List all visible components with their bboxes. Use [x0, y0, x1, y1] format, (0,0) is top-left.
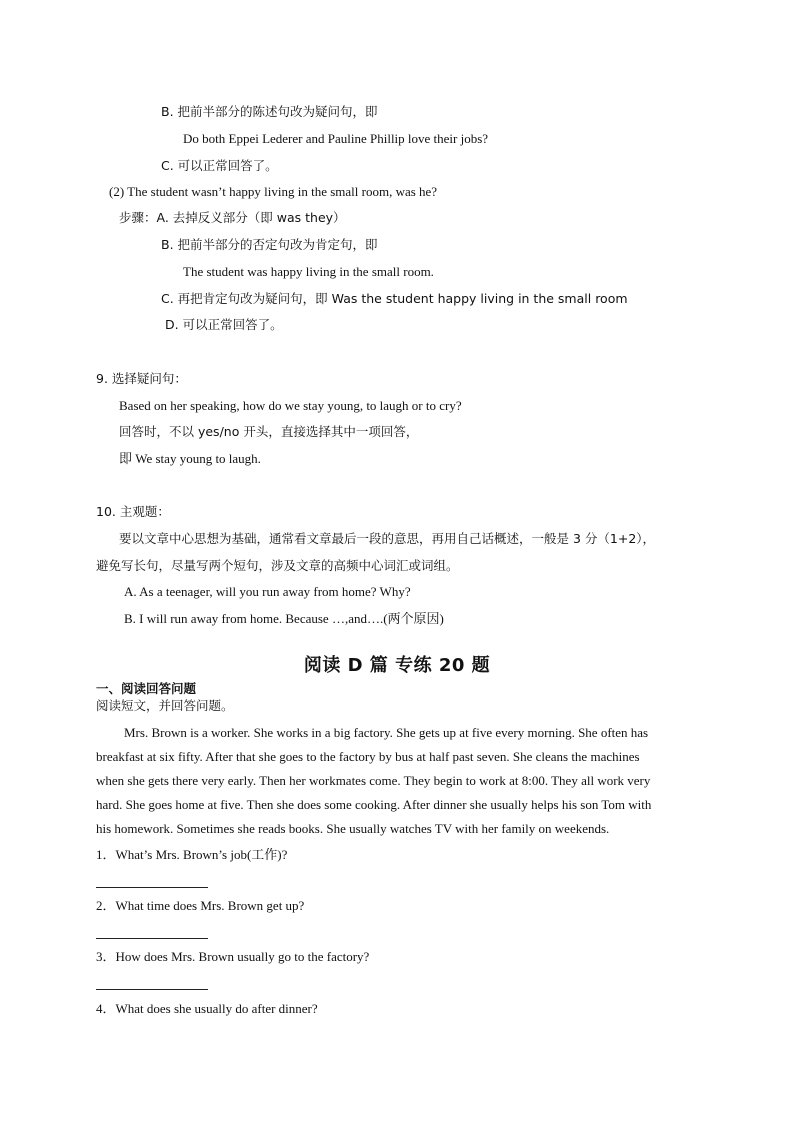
question-2: 2．What time does Mrs. Brown get up? [96, 898, 305, 913]
passage-line-4: hard. She goes home at five. Then she does some cooking. After dinner she usually helps his son Tom with [96, 797, 652, 812]
passage-line-2: breakfast at six fifty. After that she goes to the factory by bus at half past seven. She cleans the machines [96, 749, 640, 764]
item-10-rule-1: 要以文章中心思想为基础，通常看文章最后一段的意思，再用自己话概述，一般是 3 分（1+2）， [119, 531, 656, 546]
question-3: 3．How does Mrs. Brown usually go to the factory? [96, 949, 370, 964]
step-d-line: D. 可以正常回答了。 [165, 317, 283, 332]
question-4: 4．What does she usually do after dinner? [96, 1001, 318, 1016]
answer-blank-3[interactable] [96, 989, 208, 990]
item-10-rule-2: 避免写长句，尽量写两个短句，涉及文章的高频中心词汇或词组。 [96, 558, 459, 573]
item-9-example: Based on her speaking, how do we stay young, to laugh or to cry? [119, 398, 462, 413]
item-10-heading: 10. 主观题： [96, 504, 170, 519]
step-b-line-2: B. 把前半部分的否定句改为肯定句，即 [161, 237, 378, 252]
example-question-line: Do both Eppei Lederer and Pauline Phillip love their jobs? [183, 131, 489, 146]
item-10-example-b: B. I will run away from home. Because …,and….(两个原因) [124, 611, 444, 626]
section-title: 阅读 D 篇 专练 20 题 [303, 655, 491, 676]
section-subtitle: 一、阅读回答问题 [96, 681, 197, 696]
item-9-rule: 回答时，不以 yes/no 开头，直接选择其中一项回答， [119, 424, 419, 439]
answer-blank-2[interactable] [96, 938, 208, 939]
item-9-answer: 即 We stay young to laugh. [119, 451, 261, 466]
example-statement-line: The student was happy living in the small room. [183, 264, 434, 279]
section-instruction: 阅读短文，并回答问题。 [96, 698, 234, 713]
item-10-example-a: A. As a teenager, will you run away from home? Why? [124, 584, 411, 599]
steps-a-line: 步骤：A. 去掉反义部分（即 was they） [119, 210, 346, 225]
answer-blank-1[interactable] [96, 887, 208, 888]
item-9-heading: 9. 选择疑问句： [96, 371, 187, 386]
item-2-heading: (2) The student wasn’t happy living in the small room, was he? [109, 184, 438, 199]
step-c-line: C. 可以正常回答了。 [161, 158, 278, 173]
passage-line-3: when she gets there very early. Then her workmates come. They begin to work at 8:00. They all work very [96, 773, 651, 788]
passage-line-5: his homework. Sometimes she reads books. She usually watches TV with her family on weekends. [96, 821, 610, 836]
question-1: 1．What’s Mrs. Brown’s job(工作)? [96, 847, 288, 862]
passage-line-1: Mrs. Brown is a worker. She works in a big factory. She gets up at five every morning. She often has [124, 725, 649, 740]
step-c-line-2: C. 再把肯定句改为疑问句，即 Was the student happy living in the small room [161, 291, 628, 306]
step-b-line: B. 把前半部分的陈述句改为疑问句，即 [161, 104, 378, 119]
